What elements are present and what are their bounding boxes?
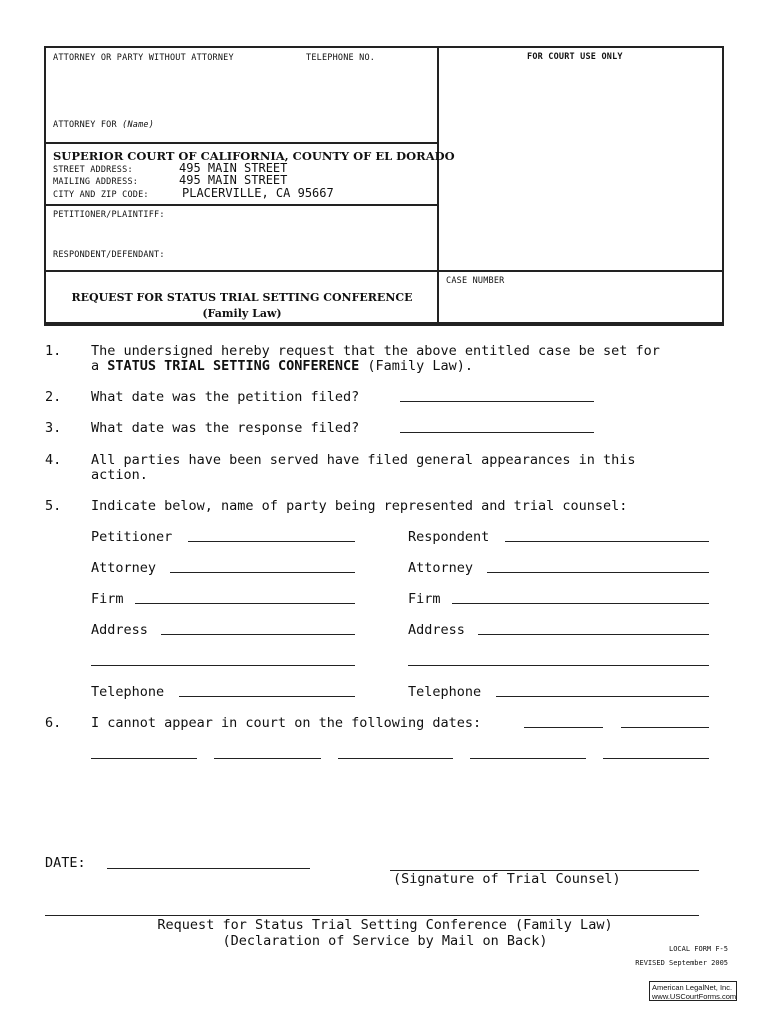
- unavailable-date-field[interactable]: [621, 727, 709, 728]
- unavailable-date-field[interactable]: [470, 758, 586, 759]
- item-number: 6.: [45, 715, 62, 731]
- brand-stamp: [649, 981, 737, 1001]
- item1-a: a: [91, 358, 100, 374]
- item3-text: What date was the response filed?: [91, 420, 360, 436]
- attorney-field-right[interactable]: [487, 572, 709, 573]
- footer-rule: [45, 915, 699, 916]
- revised-date: REVISED September 2005: [635, 959, 728, 967]
- respondent-label: Respondent: [408, 529, 490, 545]
- attorney-label-right: Attorney: [408, 560, 474, 576]
- footer-subtitle: (Declaration of Service by Mail on Back): [222, 933, 548, 949]
- item-number: 1.: [45, 343, 62, 359]
- petitioner-field[interactable]: [188, 541, 355, 542]
- telephone-field-right[interactable]: [496, 696, 709, 697]
- item1-continuation: [91, 358, 473, 374]
- telephone-label: TELEPHONE NO.: [306, 53, 376, 63]
- attorney-for-name: (Name): [122, 120, 155, 130]
- item1-text: The undersigned hereby request that the above entitled case be set for: [91, 343, 660, 359]
- telephone-field-left[interactable]: [179, 696, 355, 697]
- item6-text: I cannot appear in court on the following dates:: [91, 715, 482, 731]
- form-subtitle: (Family Law): [202, 307, 282, 320]
- unavailable-date-field[interactable]: [603, 758, 709, 759]
- address-field-right[interactable]: [478, 634, 709, 635]
- firm-label-left: Firm: [91, 591, 124, 607]
- address-line2-right[interactable]: [408, 665, 709, 666]
- item4-text: All parties have been served have filed general appearances in this: [91, 452, 636, 468]
- local-form-number: LOCAL FORM F-5: [668, 945, 728, 953]
- item-number: 5.: [45, 498, 62, 514]
- address-line2-left[interactable]: [91, 665, 355, 666]
- signature-caption: (Signature of Trial Counsel): [393, 871, 621, 887]
- caption-rule: [46, 322, 722, 324]
- attorney-label-left: Attorney: [91, 560, 157, 576]
- telephone-label-left: Telephone: [91, 684, 165, 700]
- item-number: 4.: [45, 452, 62, 468]
- unavailable-date-field[interactable]: [91, 758, 197, 759]
- firm-field-left[interactable]: [135, 603, 355, 604]
- item5-text: Indicate below, name of party being represented and trial counsel:: [91, 498, 628, 514]
- caption-rule: [46, 270, 722, 272]
- item4-continuation: action.: [91, 467, 148, 483]
- case-number-label: CASE NUMBER: [446, 276, 505, 286]
- item1-bold: STATUS TRIAL SETTING CONFERENCE: [107, 358, 360, 374]
- firm-label-right: Firm: [408, 591, 441, 607]
- petition-date-field[interactable]: [400, 401, 594, 402]
- caption-box: [44, 46, 724, 326]
- city-label: CITY AND ZIP CODE:: [53, 190, 149, 200]
- respondent-label: RESPONDENT/DEFENDANT:: [53, 250, 165, 260]
- address-field-left[interactable]: [161, 634, 355, 635]
- unavailable-date-field[interactable]: [338, 758, 453, 759]
- firm-field-right[interactable]: [452, 603, 709, 604]
- footer-title: Request for Status Trial Setting Conference (Family Law): [157, 917, 613, 933]
- unavailable-date-field[interactable]: [214, 758, 321, 759]
- item1-rest: (Family Law).: [367, 358, 474, 374]
- attorney-label: ATTORNEY OR PARTY WITHOUT ATTORNEY: [53, 53, 234, 63]
- form-title: REQUEST FOR STATUS TRIAL SETTING CONFERENCE: [71, 291, 413, 304]
- date-field[interactable]: [107, 868, 310, 869]
- caption-divider: [437, 48, 439, 324]
- unavailable-date-field[interactable]: [524, 727, 603, 728]
- court-use-label: FOR COURT USE ONLY: [527, 52, 623, 62]
- court-name: SUPERIOR COURT OF CALIFORNIA, COUNTY OF EL DORADO: [53, 149, 455, 163]
- city-value: PLACERVILLE, CA 95667: [182, 186, 334, 200]
- telephone-label-right: Telephone: [408, 684, 482, 700]
- address-label-left: Address: [91, 622, 148, 638]
- item-number: 3.: [45, 420, 62, 436]
- attorney-for-label: [53, 120, 154, 130]
- mailing-label: MAILING ADDRESS:: [53, 177, 139, 187]
- street-label: STREET ADDRESS:: [53, 165, 133, 175]
- brand-url: www.USCourtForms.com: [652, 992, 737, 1001]
- response-date-field[interactable]: [400, 432, 594, 433]
- attorney-field-left[interactable]: [170, 572, 355, 573]
- petitioner-label: PETITIONER/PLAINTIFF:: [53, 210, 165, 220]
- petitioner-label: Petitioner: [91, 529, 173, 545]
- respondent-field[interactable]: [505, 541, 709, 542]
- address-label-right: Address: [408, 622, 465, 638]
- mailing-value: 495 MAIN STREET: [179, 173, 288, 187]
- item2-text: What date was the petition filed?: [91, 389, 360, 405]
- attorney-for-text: ATTORNEY FOR: [53, 120, 117, 130]
- caption-rule: [46, 204, 438, 206]
- item-number: 2.: [45, 389, 62, 405]
- brand-name: American LegalNet, Inc.: [652, 983, 733, 992]
- caption-rule: [46, 142, 438, 144]
- street-value: 495 MAIN STREET: [179, 161, 288, 175]
- date-label: DATE:: [45, 855, 86, 871]
